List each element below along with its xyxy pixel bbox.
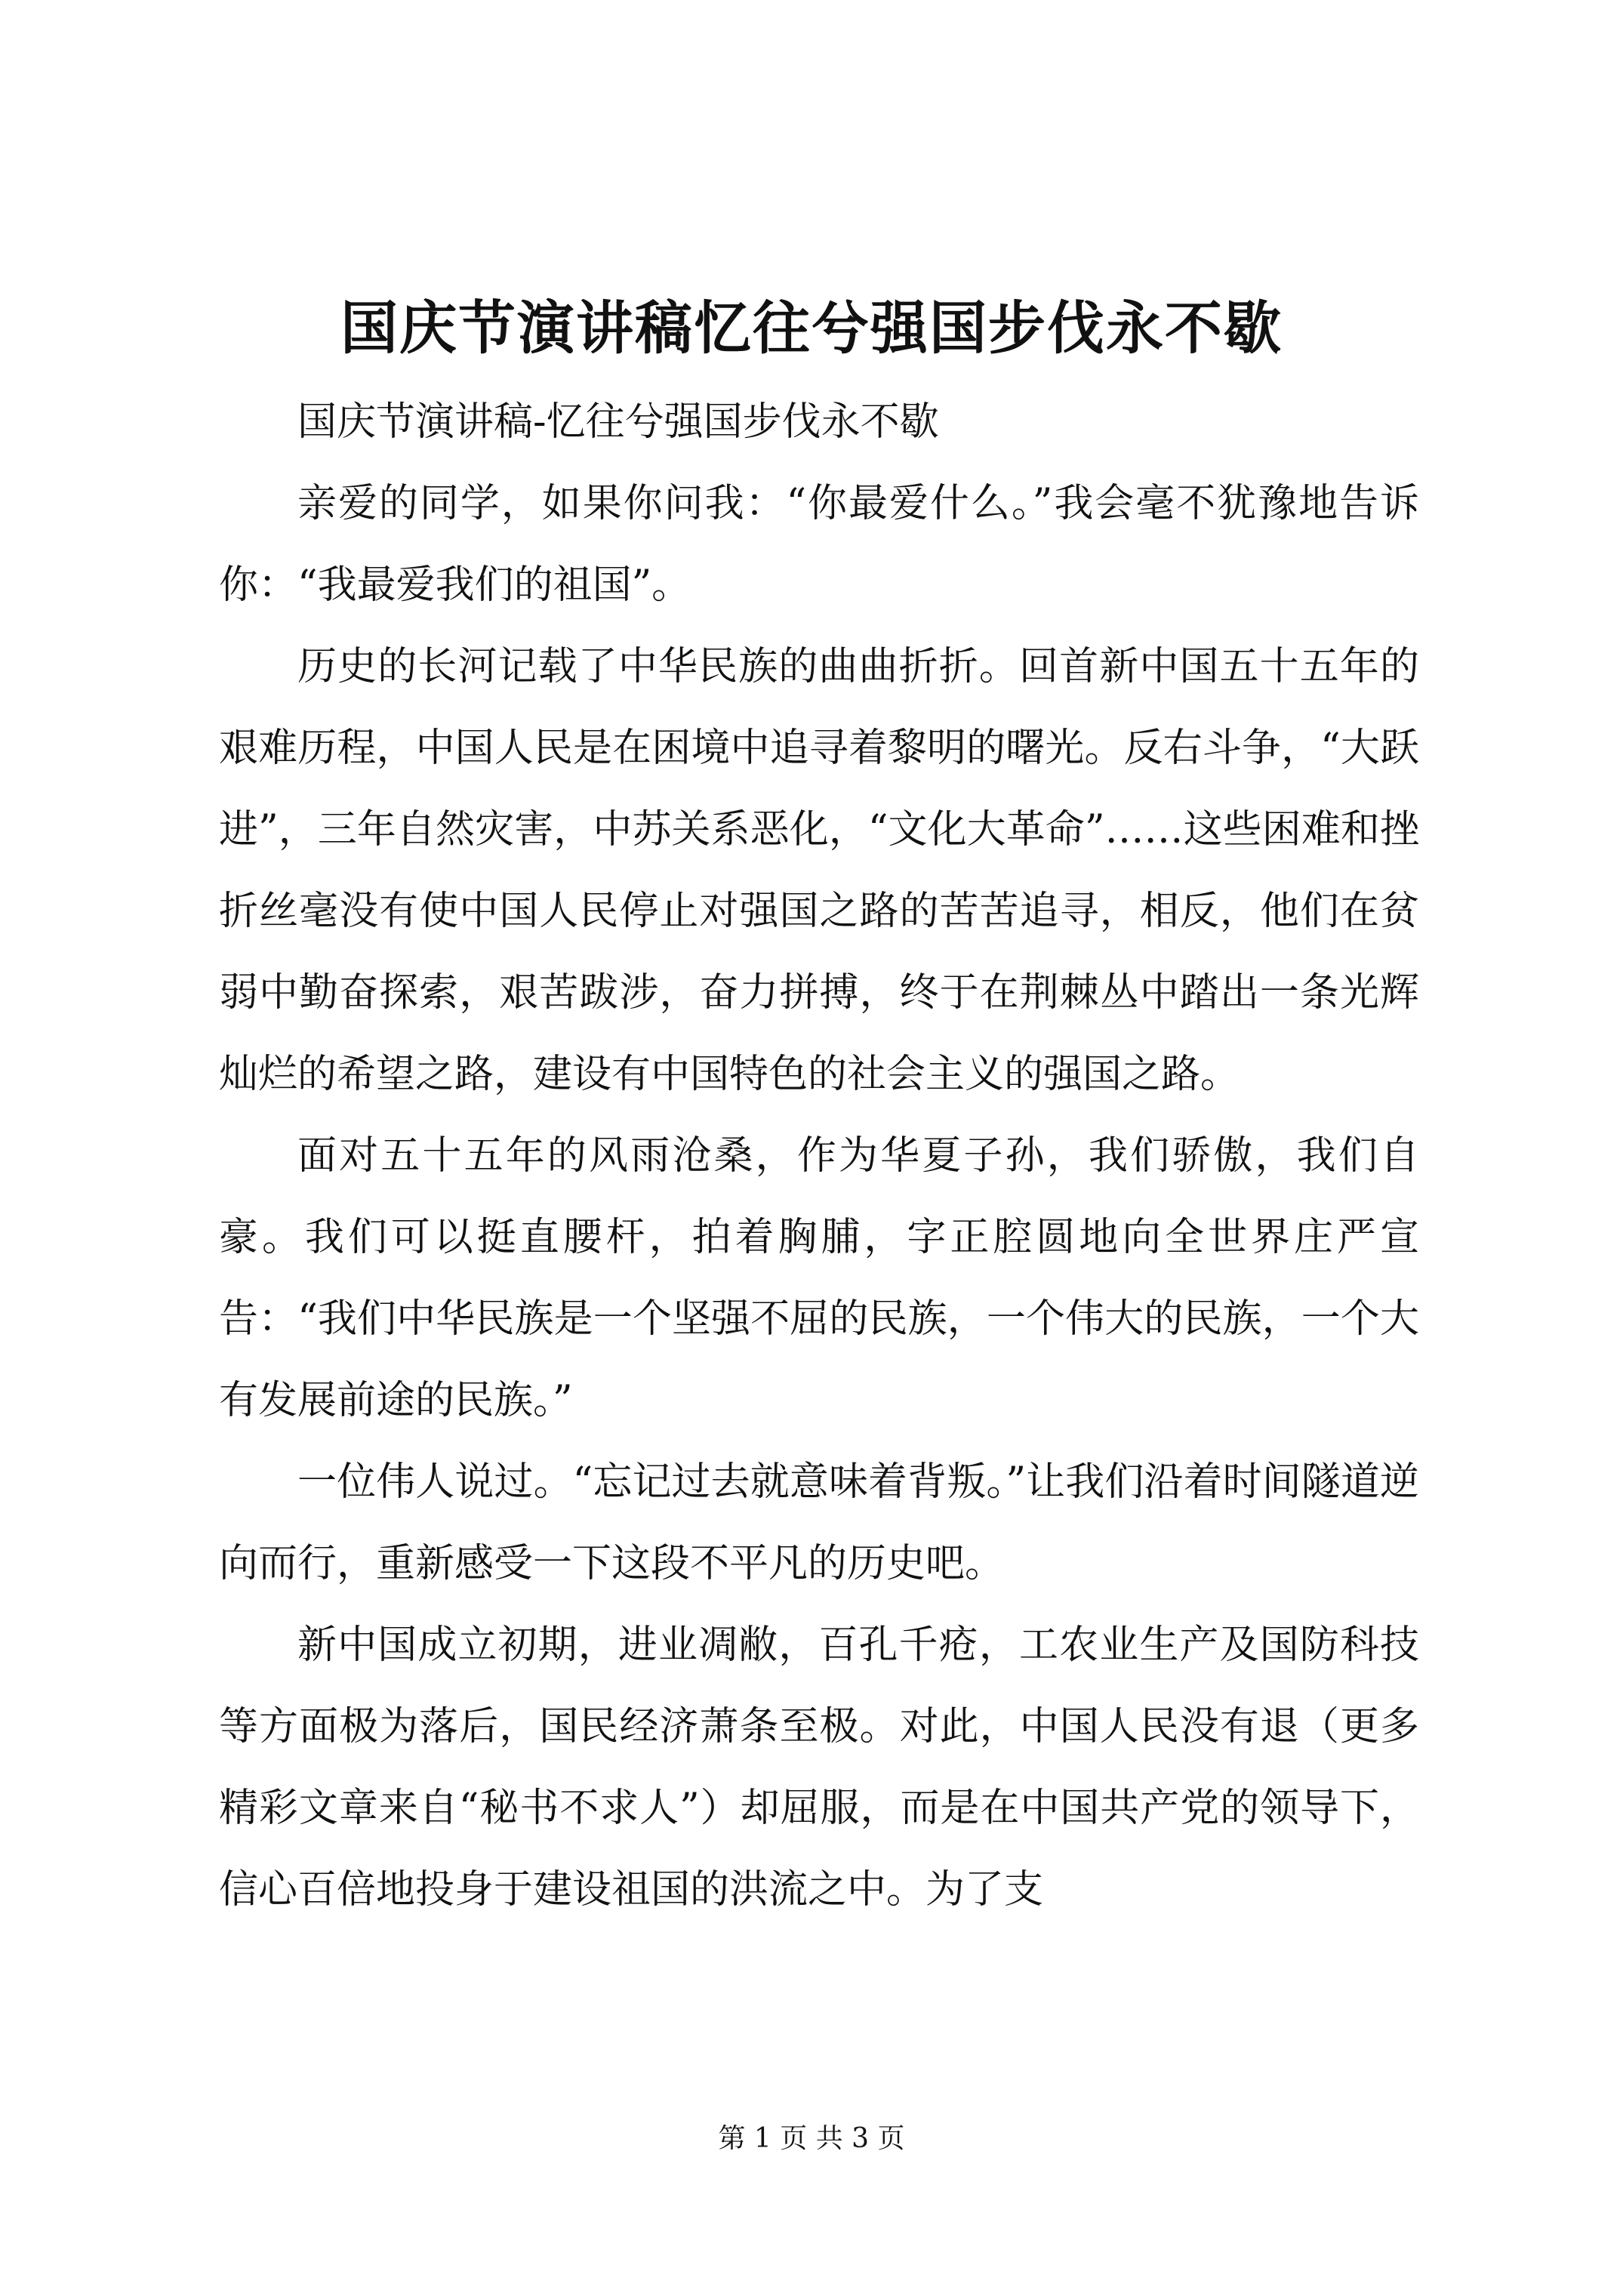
document-title: 国庆节演讲稿忆往兮强国步伐永不歇 [340,294,1283,362]
paragraph-founding: 新中国成立初期，进业凋敝，百孔千疮，工农业生产及国防科技等方面极为落后，国民经济萧条至极。对此，中国人民没有退（更多精彩文章来自“秘书不求人”）却屈服，而是在中国共产党的领导下，信心百倍地投身于建设祖国的洪流之中。为了支 [219,1623,1419,1912]
document-body [219,381,1419,1931]
paragraph-history: 历史的长河记载了中华民族的曲曲折折。回首新中国五十五年的艰难历程，中国人民是在困境中追寻着黎明的曙光。反右斗争，“大跃进”，三年自然灾害，中苏关系恶化，“文化大革命”……这些困难和挫折丝毫没有使中国人民停止对强国之路的苦苦追寻，相反，他们在贫弱中勤奋探索，艰苦跋涉，奋力拼搏，终于在荆棘丛中踏出一条光辉灿烂的希望之路，建设有中国特色的社会主义的强国之路。 [219,644,1419,1097]
paragraph-quote: 一位伟人说过。“忘记过去就意味着背叛。”让我们沿着时间隧道逆向而行，重新感受一下这段不平凡的历史吧。 [219,1459,1419,1586]
page-number-footer: 第 1 页 共 3 页 [718,2123,905,2154]
paragraph-greeting: 亲爱的同学，如果你问我：“你最爱什么。”我会毫不犹豫地告诉你：“我最爱我们的祖国”。 [219,481,1419,608]
paragraph-subtitle: 国庆节演讲稿-忆往兮强国步伐永不歇 [297,399,939,445]
paragraph-pride: 面对五十五年的风雨沧桑，作为华夏子孙，我们骄傲，我们自豪。我们可以挺直腰杆，拍着胸脯，字正腔圆地向全世界庄严宣告：“我们中华民族是一个坚强不屈的民族，一个伟大的民族，一个大有发展前途的民族。” [219,1133,1419,1423]
